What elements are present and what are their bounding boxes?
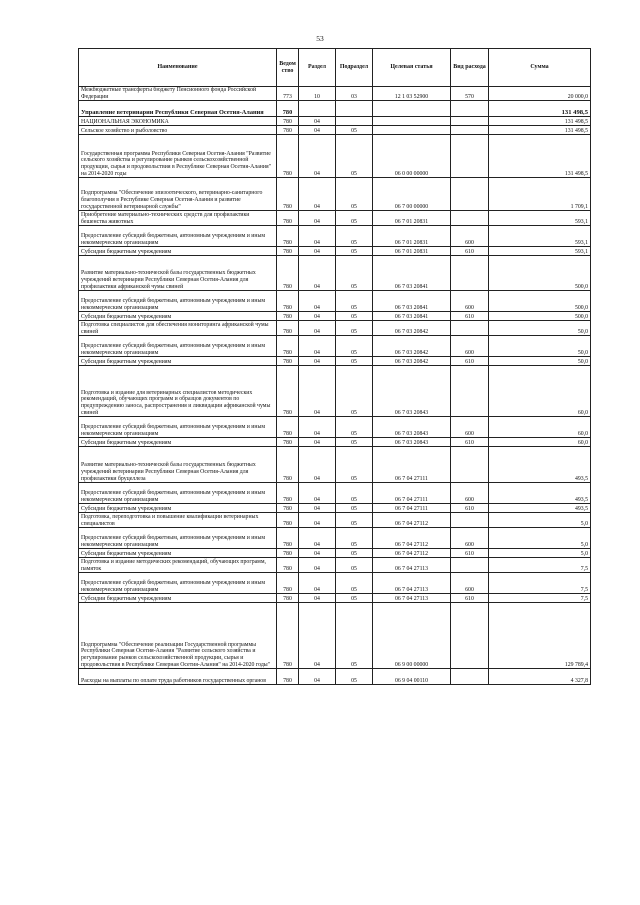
cell-ministry: 780 <box>277 178 299 211</box>
cell-exp-type: 610 <box>451 438 489 447</box>
cell-name: Подготовка и издание методических рекомендаций, обучающих программ, памяток <box>79 558 277 573</box>
table-row <box>79 549 591 558</box>
cell-amount: 593,1 <box>489 247 591 256</box>
table-row <box>79 603 591 669</box>
cell-exp-type <box>451 603 489 669</box>
cell-target: 06 7 04 27112 <box>373 549 451 558</box>
cell-amount: 7,5 <box>489 594 591 603</box>
cell-amount: 500,0 <box>489 256 591 291</box>
cell-amount: 4 327,8 <box>489 669 591 685</box>
cell-exp-type: 610 <box>451 549 489 558</box>
cell-subsection: 05 <box>336 417 373 438</box>
cell-amount: 493,5 <box>489 504 591 513</box>
cell-subsection: 05 <box>336 504 373 513</box>
cell-subsection <box>336 117 373 126</box>
cell-ministry: 780 <box>277 447 299 483</box>
cell-ministry: 780 <box>277 594 299 603</box>
cell-ministry: 780 <box>277 291 299 312</box>
cell-section: 04 <box>299 558 336 573</box>
cell-amount: 60,0 <box>489 438 591 447</box>
cell-section <box>299 101 336 117</box>
cell-section: 04 <box>299 573 336 594</box>
cell-ministry: 780 <box>277 321 299 336</box>
cell-amount: 60,0 <box>489 366 591 417</box>
cell-amount: 131 498,5 <box>489 101 591 117</box>
cell-subsection: 05 <box>336 603 373 669</box>
cell-ministry: 773 <box>277 87 299 101</box>
cell-exp-type <box>451 321 489 336</box>
table-row <box>79 417 591 438</box>
cell-subsection: 05 <box>336 558 373 573</box>
cell-target: 06 7 03 20842 <box>373 336 451 357</box>
cell-exp-type: 610 <box>451 594 489 603</box>
table-row <box>79 483 591 504</box>
cell-ministry: 780 <box>277 336 299 357</box>
cell-section: 04 <box>299 594 336 603</box>
header-target: Целевая статья <box>373 49 451 87</box>
cell-target: 06 7 03 20843 <box>373 438 451 447</box>
cell-exp-type: 600 <box>451 417 489 438</box>
cell-subsection: 05 <box>336 549 373 558</box>
cell-exp-type <box>451 135 489 178</box>
cell-name: Предоставление субсидий бюджетным, автономным учреждениям и иным некоммерческим организациям <box>79 483 277 504</box>
table-row <box>79 669 591 685</box>
cell-section: 04 <box>299 256 336 291</box>
cell-amount: 5,0 <box>489 549 591 558</box>
cell-name: Приобретение материально-технических средств для профилактики бешенства животных <box>79 211 277 226</box>
cell-exp-type: 610 <box>451 247 489 256</box>
cell-section: 10 <box>299 87 336 101</box>
cell-name: Субсидии бюджетным учреждениям <box>79 357 277 366</box>
table-row <box>79 87 591 101</box>
cell-subsection: 05 <box>336 513 373 528</box>
cell-name: Управление ветеринарии Республики Северная Осетия-Алания <box>79 101 277 117</box>
cell-name: Сельское хозяйство и рыболовство <box>79 126 277 135</box>
cell-amount: 60,0 <box>489 417 591 438</box>
table-row <box>79 247 591 256</box>
cell-exp-type: 600 <box>451 528 489 549</box>
cell-target: 06 9 00 00000 <box>373 603 451 669</box>
cell-target: 06 7 04 27111 <box>373 483 451 504</box>
cell-ministry: 780 <box>277 357 299 366</box>
table-row <box>79 438 591 447</box>
cell-amount: 593,1 <box>489 211 591 226</box>
cell-amount: 131 498,5 <box>489 126 591 135</box>
table-row <box>79 256 591 291</box>
cell-target: 06 9 04 00110 <box>373 669 451 685</box>
cell-target <box>373 126 451 135</box>
cell-ministry: 780 <box>277 126 299 135</box>
cell-section: 04 <box>299 417 336 438</box>
cell-subsection: 05 <box>336 178 373 211</box>
cell-ministry: 780 <box>277 226 299 247</box>
cell-subsection: 05 <box>336 438 373 447</box>
cell-section: 04 <box>299 603 336 669</box>
cell-exp-type: 610 <box>451 504 489 513</box>
cell-name: Государственная программа Республики Северная Осетия-Алания "Развитие сельского хозяйства и регулирование рынков сельскохозяйственной продукции, сырья и продовольствия в Республике Северная Осетия-Алания" на 2014-2020 годы <box>79 135 277 178</box>
cell-name: Предоставление субсидий бюджетным, автономным учреждениям и иным некоммерческим организациям <box>79 528 277 549</box>
table-row <box>79 101 591 117</box>
cell-section: 04 <box>299 357 336 366</box>
cell-ministry: 780 <box>277 669 299 685</box>
cell-subsection: 05 <box>336 669 373 685</box>
cell-name: Предоставление субсидий бюджетным, автономным учреждениям и иным некоммерческим организациям <box>79 417 277 438</box>
table-row <box>79 117 591 126</box>
cell-target: 06 7 03 20842 <box>373 321 451 336</box>
cell-amount: 131 498,5 <box>489 117 591 126</box>
cell-target: 06 0 00 00000 <box>373 135 451 178</box>
cell-section: 04 <box>299 135 336 178</box>
cell-amount: 5,0 <box>489 528 591 549</box>
header-exp-type: Вид расхода <box>451 49 489 87</box>
cell-exp-type <box>451 513 489 528</box>
table-row <box>79 135 591 178</box>
cell-name: Межбюджетные трансферты бюджету Пенсионного фонда Российской Федерации <box>79 87 277 101</box>
cell-exp-type: 600 <box>451 483 489 504</box>
cell-target: 06 7 03 20841 <box>373 256 451 291</box>
cell-target: 12 1 03 52900 <box>373 87 451 101</box>
table-row <box>79 178 591 211</box>
cell-ministry: 780 <box>277 558 299 573</box>
cell-ministry: 780 <box>277 417 299 438</box>
cell-section: 04 <box>299 504 336 513</box>
cell-subsection: 05 <box>336 135 373 178</box>
cell-amount: 7,5 <box>489 573 591 594</box>
cell-section: 04 <box>299 178 336 211</box>
cell-amount: 500,0 <box>489 291 591 312</box>
cell-amount: 493,5 <box>489 447 591 483</box>
cell-name: Подпрограмма "Обеспечение реализации Государственной программы Республики Северная Осетия-Алания "Развитие сельского хозяйства и регулирование рынков сельскохозяйственной продукции, сырья и продовольствия в Республике Северная Осетия-Алания" на 2014-2020 годы" <box>79 603 277 669</box>
cell-subsection: 05 <box>336 126 373 135</box>
cell-name: Предоставление субсидий бюджетным, автономным учреждениям и иным некоммерческим организациям <box>79 573 277 594</box>
cell-subsection: 05 <box>336 247 373 256</box>
table-row <box>79 528 591 549</box>
cell-name: Расходы на выплаты по оплате труда работников государственных органов <box>79 669 277 685</box>
cell-subsection: 05 <box>336 594 373 603</box>
cell-target: 06 7 04 27113 <box>373 573 451 594</box>
cell-ministry: 780 <box>277 573 299 594</box>
table-row <box>79 573 591 594</box>
cell-name: Субсидии бюджетным учреждениям <box>79 312 277 321</box>
table-row <box>79 447 591 483</box>
cell-name: Подготовка и издание для ветеринарных специалистов методических рекомендаций, обучающих программ и образцов документов по предупреждению заноса, распространения и ликвидации африканской чумы свиней <box>79 366 277 417</box>
cell-ministry: 780 <box>277 504 299 513</box>
table-row <box>79 126 591 135</box>
cell-exp-type: 570 <box>451 87 489 101</box>
cell-exp-type: 600 <box>451 226 489 247</box>
cell-target: 06 7 04 27112 <box>373 528 451 549</box>
cell-amount: 20 000,0 <box>489 87 591 101</box>
cell-ministry: 780 <box>277 211 299 226</box>
cell-amount: 500,0 <box>489 312 591 321</box>
cell-section: 04 <box>299 366 336 417</box>
table-row <box>79 226 591 247</box>
cell-name: Субсидии бюджетным учреждениям <box>79 247 277 256</box>
cell-section: 04 <box>299 528 336 549</box>
table-row <box>79 513 591 528</box>
header-amount: Сумма <box>489 49 591 87</box>
cell-name: Развитие материально-технической базы государственных бюджетных учреждений ветеринарии Республики Северная Осетия-Алания для профилактики бруцеллеза <box>79 447 277 483</box>
table-row <box>79 504 591 513</box>
table-row <box>79 312 591 321</box>
cell-section: 04 <box>299 226 336 247</box>
cell-section: 04 <box>299 336 336 357</box>
cell-target: 06 7 01 20831 <box>373 247 451 256</box>
cell-name: Субсидии бюджетным учреждениям <box>79 438 277 447</box>
cell-section: 04 <box>299 321 336 336</box>
cell-target: 06 7 04 27112 <box>373 513 451 528</box>
cell-ministry: 780 <box>277 117 299 126</box>
cell-ministry: 780 <box>277 366 299 417</box>
cell-exp-type <box>451 101 489 117</box>
cell-subsection: 03 <box>336 87 373 101</box>
cell-name: НАЦИОНАЛЬНАЯ ЭКОНОМИКА <box>79 117 277 126</box>
cell-section: 04 <box>299 126 336 135</box>
cell-target: 06 7 03 20842 <box>373 357 451 366</box>
cell-amount: 5,0 <box>489 513 591 528</box>
cell-name: Предоставление субсидий бюджетным, автономным учреждениям и иным некоммерческим организациям <box>79 291 277 312</box>
header-section: Раздел <box>299 49 336 87</box>
cell-target: 06 7 03 20843 <box>373 417 451 438</box>
cell-name: Подпрограмма "Обеспечение эпизоотического, ветеринарно-санитарного благополучия в Республике Северная Осетия-Алания и развитие государственной ветеринарной службы" <box>79 178 277 211</box>
cell-exp-type: 600 <box>451 573 489 594</box>
table-row <box>79 357 591 366</box>
cell-section: 04 <box>299 447 336 483</box>
cell-amount: 50,0 <box>489 321 591 336</box>
table-row <box>79 594 591 603</box>
cell-section: 04 <box>299 513 336 528</box>
cell-exp-type <box>451 178 489 211</box>
cell-subsection: 05 <box>336 336 373 357</box>
cell-subsection: 05 <box>336 366 373 417</box>
cell-name: Подготовка, переподготовка и повышение квалификации ветеринарных специалистов <box>79 513 277 528</box>
table-body <box>79 87 591 685</box>
cell-name: Развитие материально-технической базы государственных бюджетных учреждений ветеринарии Республики Северная Осетия-Алания для профилактики африканской чумы свиней <box>79 256 277 291</box>
cell-exp-type: 610 <box>451 312 489 321</box>
cell-amount: 1 709,1 <box>489 178 591 211</box>
cell-section: 04 <box>299 438 336 447</box>
cell-section: 04 <box>299 117 336 126</box>
cell-ministry: 780 <box>277 483 299 504</box>
cell-target <box>373 117 451 126</box>
cell-exp-type <box>451 669 489 685</box>
table-row <box>79 336 591 357</box>
cell-section: 04 <box>299 211 336 226</box>
cell-section: 04 <box>299 549 336 558</box>
cell-amount: 7,5 <box>489 558 591 573</box>
cell-subsection: 05 <box>336 291 373 312</box>
cell-subsection: 05 <box>336 447 373 483</box>
cell-subsection: 05 <box>336 573 373 594</box>
cell-exp-type: 610 <box>451 357 489 366</box>
cell-exp-type: 600 <box>451 336 489 357</box>
cell-target: 06 7 04 27111 <box>373 447 451 483</box>
cell-target: 06 7 00 00000 <box>373 178 451 211</box>
cell-subsection: 05 <box>336 256 373 291</box>
cell-name: Предоставление субсидий бюджетным, автономным учреждениям и иным некоммерческим организациям <box>79 226 277 247</box>
cell-target: 06 7 01 20831 <box>373 211 451 226</box>
table-row <box>79 291 591 312</box>
cell-name: Субсидии бюджетным учреждениям <box>79 594 277 603</box>
cell-target: 06 7 04 27113 <box>373 594 451 603</box>
cell-ministry: 780 <box>277 603 299 669</box>
cell-exp-type <box>451 447 489 483</box>
cell-exp-type <box>451 117 489 126</box>
table-row <box>79 211 591 226</box>
cell-ministry: 780 <box>277 513 299 528</box>
cell-subsection: 05 <box>336 483 373 504</box>
cell-exp-type <box>451 256 489 291</box>
cell-exp-type <box>451 126 489 135</box>
header-name: Наименование <box>79 49 277 87</box>
cell-amount: 593,1 <box>489 226 591 247</box>
cell-exp-type: 600 <box>451 291 489 312</box>
budget-table <box>78 48 591 685</box>
cell-section: 04 <box>299 669 336 685</box>
page-number: 53 <box>316 34 324 43</box>
cell-exp-type <box>451 558 489 573</box>
cell-subsection: 05 <box>336 528 373 549</box>
cell-target: 06 7 04 27113 <box>373 558 451 573</box>
cell-section: 04 <box>299 247 336 256</box>
cell-subsection: 05 <box>336 357 373 366</box>
cell-name: Субсидии бюджетным учреждениям <box>79 549 277 558</box>
cell-ministry: 780 <box>277 256 299 291</box>
cell-ministry: 780 <box>277 247 299 256</box>
table-row <box>79 558 591 573</box>
cell-subsection: 05 <box>336 211 373 226</box>
cell-amount: 50,0 <box>489 336 591 357</box>
cell-target: 06 7 04 27111 <box>373 504 451 513</box>
cell-ministry: 780 <box>277 528 299 549</box>
cell-target: 06 7 03 20843 <box>373 366 451 417</box>
table-row <box>79 321 591 336</box>
cell-section: 04 <box>299 291 336 312</box>
cell-target: 06 7 03 20841 <box>373 291 451 312</box>
cell-target: 06 7 03 20841 <box>373 312 451 321</box>
header-ministry: Ведом ство <box>277 49 299 87</box>
cell-ministry: 780 <box>277 101 299 117</box>
cell-exp-type <box>451 211 489 226</box>
cell-ministry: 780 <box>277 438 299 447</box>
cell-name: Подготовка специалистов для обеспечения мониторинга африканской чумы свиней <box>79 321 277 336</box>
cell-ministry: 780 <box>277 135 299 178</box>
cell-ministry: 780 <box>277 312 299 321</box>
cell-subsection: 05 <box>336 312 373 321</box>
table-row <box>79 366 591 417</box>
cell-amount: 131 498,5 <box>489 135 591 178</box>
cell-target: 06 7 01 20831 <box>373 226 451 247</box>
cell-ministry: 780 <box>277 549 299 558</box>
cell-section: 04 <box>299 312 336 321</box>
cell-name: Субсидии бюджетным учреждениям <box>79 504 277 513</box>
cell-target <box>373 101 451 117</box>
cell-amount: 50,0 <box>489 357 591 366</box>
cell-subsection: 05 <box>336 226 373 247</box>
cell-section: 04 <box>299 483 336 504</box>
cell-name: Предоставление субсидий бюджетным, автономным учреждениям и иным некоммерческим организациям <box>79 336 277 357</box>
cell-subsection <box>336 101 373 117</box>
header-subsection: Подраздел <box>336 49 373 87</box>
cell-exp-type <box>451 366 489 417</box>
cell-subsection: 05 <box>336 321 373 336</box>
table-header-row <box>79 49 591 87</box>
cell-amount: 129 789,4 <box>489 603 591 669</box>
cell-amount: 493,5 <box>489 483 591 504</box>
